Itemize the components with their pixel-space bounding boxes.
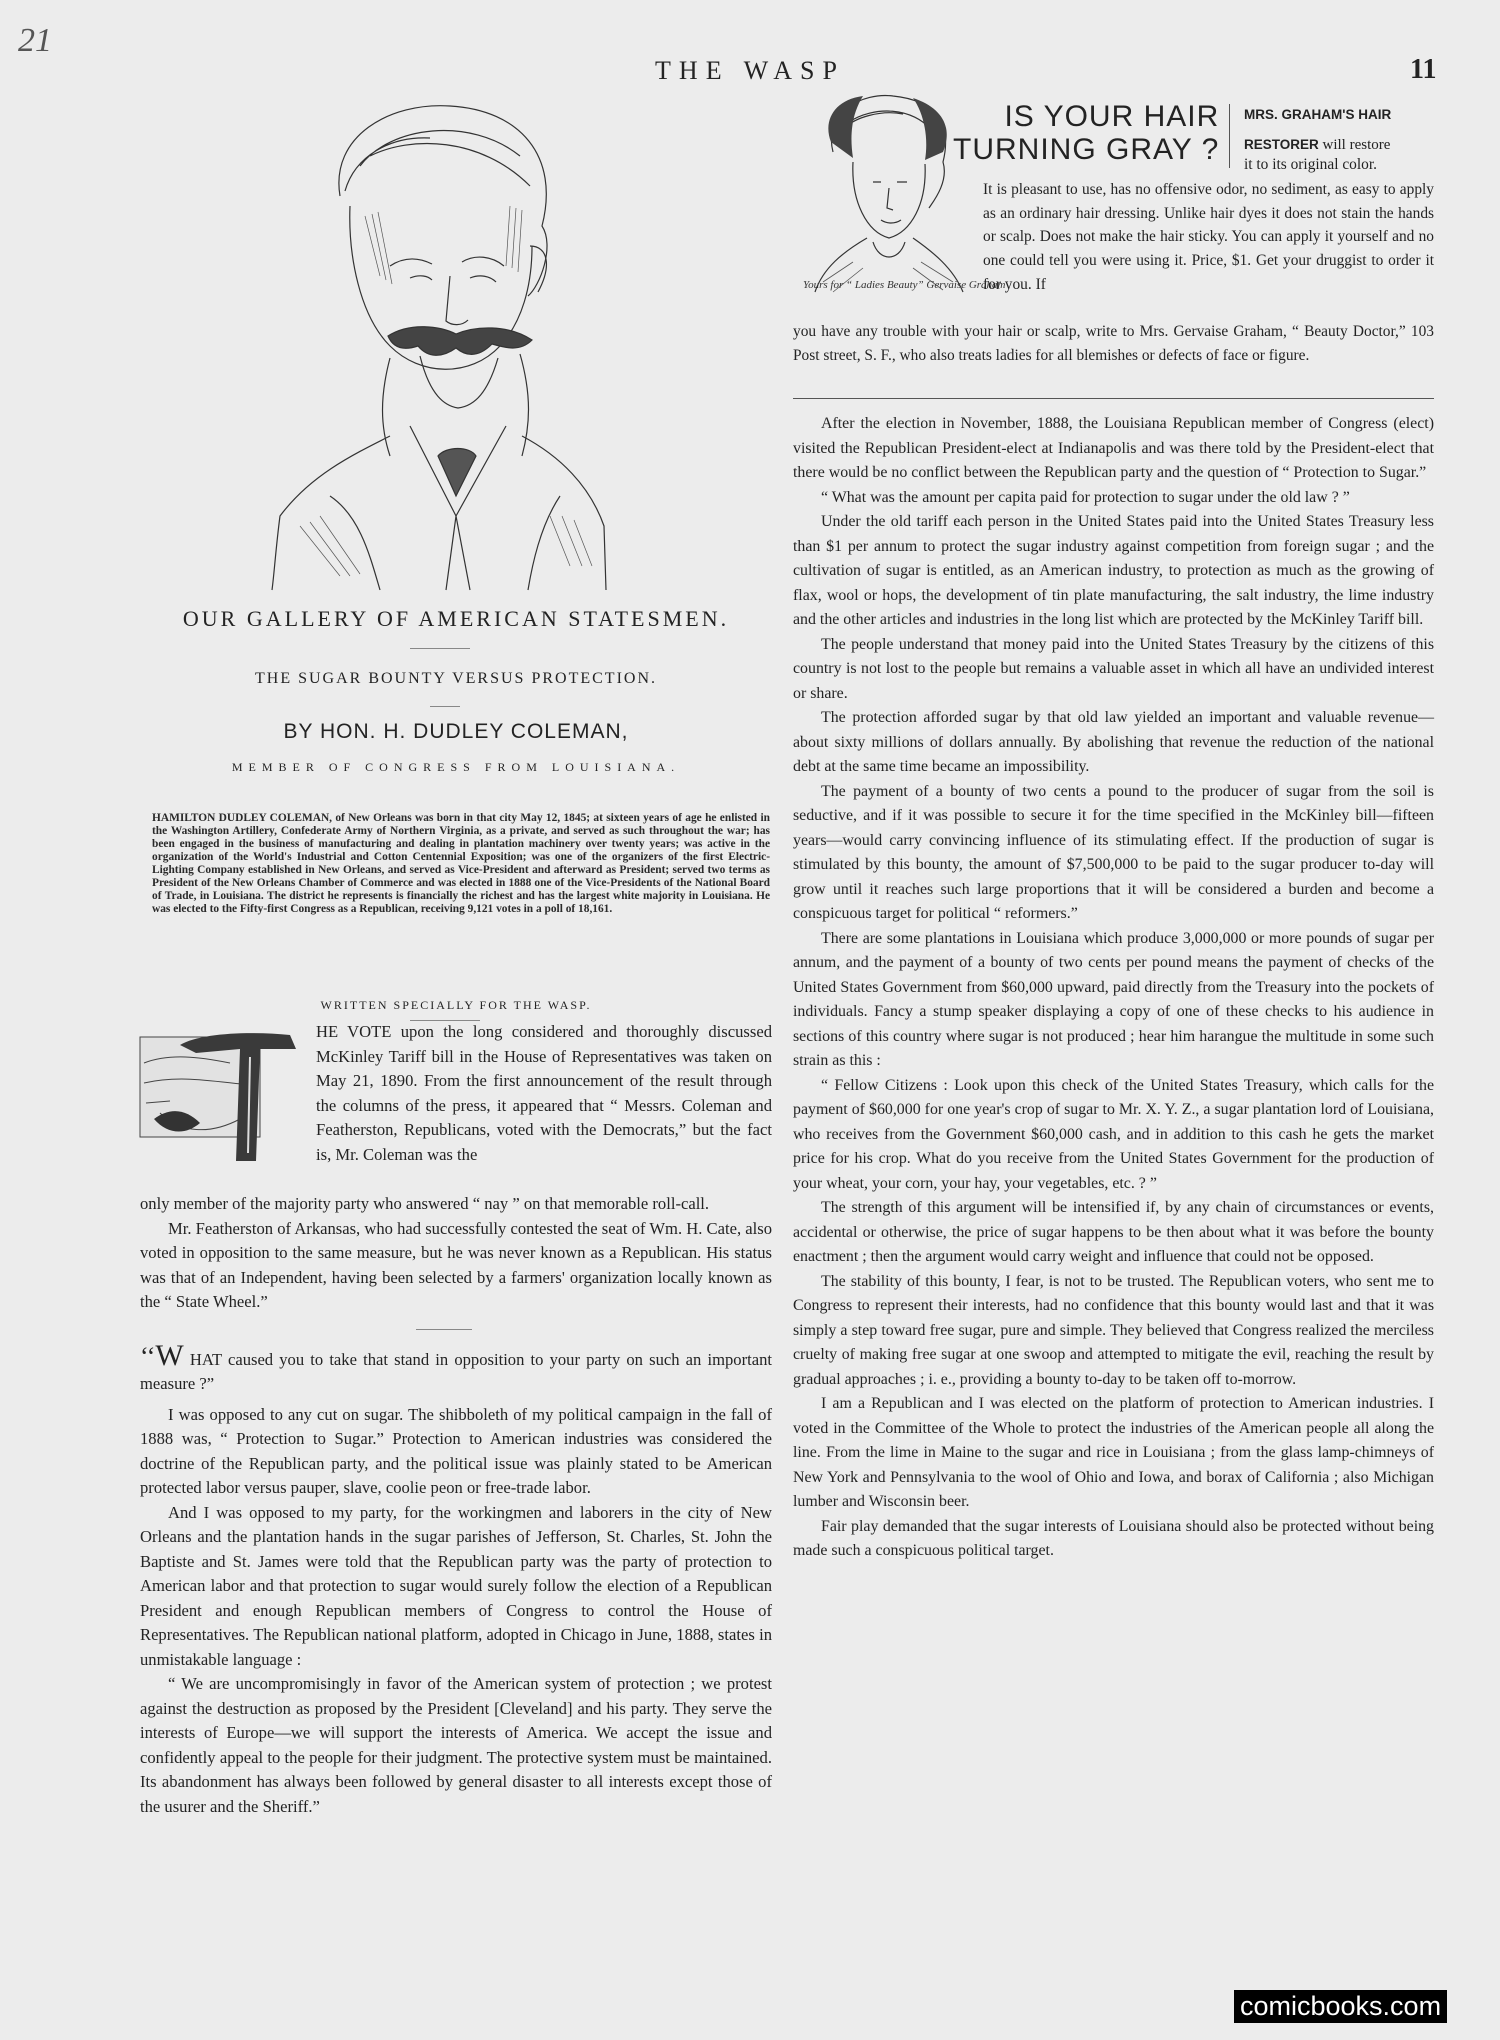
intro-text: HE VOTE upon the long considered and thoroughly discussed McKinley Tariff bill in the House of Representatives was taken on May 21, 1890. From the first announcement of the result through the columns of the press, it appeared that “ Messrs. Coleman and Featherston, Republicans, voted with the Democrats,” but the fact is, Mr. Coleman was the (316, 1022, 772, 1164)
right-column-body (793, 412, 1434, 1564)
ad-headline-line2: TURNING GRAY ? (953, 133, 1220, 166)
right-paragraph: The people understand that money paid into the United States Treasury by the citizens of this country is not lost to the people but remains a valuable asset in which all have an undivided interest or share. (793, 635, 1434, 702)
ad-body-right: It is pleasant to use, has no offensive odor, no sediment, as easy to apply as an ordinary hair dressing. Unlike hair dyes it does not stain the hands or scalp. Does not make the hair sticky. You can apply it yourself and no one could tell you were using it. Price, $1. Get your druggist to order it for you. If (983, 181, 1434, 293)
question-text: HAT caused you to take that stand in opposition to your party on such an important measure ?” (140, 1349, 772, 1393)
ad-brand-block (1244, 100, 1434, 160)
intro-continued: only member of the majority party who answered “ nay ” on that memorable roll-call. (140, 1194, 710, 1213)
right-paragraph: There are some plantations in Louisiana which produce 3,000,000 or more pounds of sugar per annum, and the payment of a bounty of two cents per pound means the payment of checks of the United States Government from $60,000 upward, paid directly from the Treasury into the pockets of individuals. Fancy a stump speaker displaying a copy of one of these checks to his audience in sections of this country where sugar is not produced ; hear him harangue the multitude in some such strain as this : (793, 929, 1434, 1069)
ad-body-full: you have any trouble with your hair or scalp, write to Mrs. Gervaise Graham, “ Beauty Doctor,” 103 Post street, S. F., who also treats ladies for all blemishes or defects of face or figure. (793, 323, 1434, 364)
handwritten-page-note: 21 (18, 22, 52, 59)
left-paragraph: And I was opposed to my party, for the workingmen and laborers in the city of New Orleans and the plantation hands in the sugar parishes of Jefferson, St. Charles, St. John the Baptiste and St. James were told that the Republican party was the party of protection to American labor and that protection to sugar would surely follow the election of a Republican President and enough Republican members of Congress to control the House of Representatives. The Republican national platform, adopted in Chicago in June, 1888, states in unmistakable language : (140, 1502, 772, 1669)
right-paragraph: “ Fellow Citizens : Look upon this check of the United States Treasury, which calls for the payment of $60,000 for one year's crop of sugar to Mr. X. Y. Z., a sugar plantation lord of Louisiana, who receives from the Government $60,000 cash, and in addition to this cash he gets the market price for his crop. What do you receive from the United States Government for the production of your wheat, your corn, your hay, your vegetables, etc. ? ” (793, 1076, 1434, 1192)
title-divider (410, 648, 470, 649)
ad-headline (953, 100, 1219, 166)
author-affiliation: MEMBER OF CONGRESS FROM LOUISIANA. (231, 760, 681, 774)
ad-headline-line1: IS YOUR HAIR (1004, 100, 1220, 133)
ad-vertical-divider (1229, 104, 1230, 168)
left-paragraph: “ We are uncompromisingly in favor of the American system of protection ; we protest against the destruction as proposed by the President [Cleveland] and his party. They serve the interests of Europe—we will support the interests of America. We accept the issue and confidently appeal to the people for their judgment. The protective system must be maintained. Its abandonment has always been followed by general disaster to all interests except those of the usurer and the Sheriff.” (140, 1674, 772, 1816)
ad-woman-portrait (793, 92, 1006, 312)
question-initial: W (155, 1338, 184, 1372)
right-paragraph: The stability of this bounty, I fear, is not to be trusted. The Republican voters, who sent me to Congress to represent their interests, had no confidence that this bounty would last and that it was simply a step toward free sugar, pure and simple. They believed that Congress realized the merciless cruelty of making free sugar at one swoop and attempted to mitigate the evil, reaching the result by gradual approaches ; i. e., providing a bounty to-day to be taken off to-morrow. (793, 1272, 1434, 1388)
gallery-title: OUR GALLERY OF AMERICAN STATESMEN. (182, 606, 730, 631)
left-column-body (140, 1192, 772, 1819)
right-paragraph: “ What was the amount per capita paid for protection to sugar under the old law ? ” (821, 488, 1350, 506)
right-paragraph: After the election in November, 1888, the Louisiana Republican member of Congress (elect) visited the Republican President-elect at Indianapolis and was there told by the President-elect that there would be no conflict between the Republican party and the question of “ Protection to Sugar.” (793, 415, 1434, 481)
portrait-engraving (270, 96, 606, 590)
article-subtitle: THE SUGAR BOUNTY VERSUS PROTECTION. (254, 670, 658, 687)
featherston-paragraph: Mr. Featherston of Arkansas, who had successfully contested the seat of Wm. H. Cate, also voted in opposition to the same measure, but he was never known as a Republican. His status was that of an Independent, having been selected by a farmers' organization locally known as the “ State Wheel.” (140, 1218, 772, 1311)
right-paragraph: The protection afforded sugar by that old law yielded an important and valuable revenue—about sixty millions of dollars annually. By abolishing that revenue the reduction of the national debt at the same time became an impossibility. (793, 709, 1434, 775)
question-divider (416, 1329, 472, 1330)
site-watermark: comicbooks.com (1234, 1990, 1447, 2023)
ad-brand-line1: MRS. GRAHAM'S HAIR (1244, 107, 1392, 122)
question-open-quote: ‘‘ (140, 1341, 156, 1371)
author-bio: HAMILTON DUDLEY COLEMAN, of New Orleans was born in that city May 12, 1845; at sixteen years of age he enlisted in the Washington Artillery, Confederate Army of Northern Virginia, as a private, and served as such throughout the war; has been engaged in the business of manufacturing and dealing in plantation machinery over twenty years; was active in the organization of the World's Industrial and Cotton Centennial Exposition; was one of the organizers of the first Electric-Lighting Company established in New Orleans, and served as Vice-President and afterward as President; served two terms as President of the New Orleans Chamber of Commerce and was elected in 1888 one of the Vice-Presidents of the National Board of Trade, in Louisiana. The district he represents is financially the richest and has the largest white majority in Louisiana. He was elected to the Fifty-first Congress as a Republican, receiving 9,121 votes in a poll of 18,161. (152, 812, 770, 915)
byline: BY HON. H. DUDLEY COLEMAN, (283, 720, 629, 743)
question-paragraph (140, 1338, 772, 1397)
right-paragraph: I am a Republican and I was elected on the platform of protection to American industries. I voted in the Committee of the Whole to protect the industries of the American people all along the line. From the lime in Maine to the sugar and rice in Louisiana ; from the glass lamp-chimneys of New York and Pennsylvania to the wool of Ohio and Iowa, and borax of California ; also Michigan lumber and Wisconsin beer. (793, 1395, 1434, 1510)
subtitle-divider (430, 706, 460, 707)
ad-signature: Yours for “ Ladies Beauty” Gervaise Graham (803, 279, 1006, 291)
written-for-note: WRITTEN SPECIALLY FOR THE WASP. (320, 998, 592, 1012)
ad-bottom-rule (793, 398, 1434, 399)
dropcap-t-illustration (140, 1023, 310, 1163)
ad-brand-restore: will restore (1318, 137, 1391, 153)
page-number: 11 (1410, 54, 1437, 85)
left-paragraph: I was opposed to any cut on sugar. The shibboleth of my political campaign in the fall of 1888 was, “ Protection to Sugar.” Protection to American industries was considered the doctrine of the Republican party, and the political issue was plainly stated to be American protected labor versus pauper, slave, coolie peon or free-trade labor. (140, 1404, 772, 1497)
right-paragraph: The payment of a bounty of two cents a pound to the producer of sugar from the soil is seductive, and if it was possible to secure it for the time specified in the McKinley bill—fifteen years—would carry convincing influence of its stimulating effect. If the production of sugar is stimulated by this bounty, the amount of $7,500,000 to be paid to the sugar producer to-day will grow until it reaches such large proportions that it will be considered a burden and become a conspicuous target for political “ reformers.” (793, 782, 1434, 922)
running-title: THE WASP (655, 56, 845, 85)
right-paragraph: Under the old tariff each person in the United States paid into the United States Treasury less than $1 per annum to protect the sugar industry against competition from foreign sugar ; and the cultivation of sugar is entitled, as an American industry, to protection as much as the growing of flax, wool or hops, the development of tin plate manufacturing, the salt industry, the lime industry and the other articles and industries in the long list which are protected by the McKinley Tariff bill. (793, 513, 1434, 628)
ad-brand-line3: it to its original color. (1244, 156, 1377, 173)
right-paragraph: Fair play demanded that the sugar interests of Louisiana should also be protected without being made such a conspicuous political target. (793, 1517, 1434, 1559)
ad-product-name: RESTORER (1244, 137, 1319, 152)
intro-paragraph (316, 1020, 772, 1167)
right-paragraph: The strength of this argument will be intensified if, by any chain of circumstances or events, accidental or otherwise, the price of sugar happens to be then about what it was before the bounty enactment ; then the argument would carry weight and influence that could not be opposed. (793, 1199, 1434, 1265)
